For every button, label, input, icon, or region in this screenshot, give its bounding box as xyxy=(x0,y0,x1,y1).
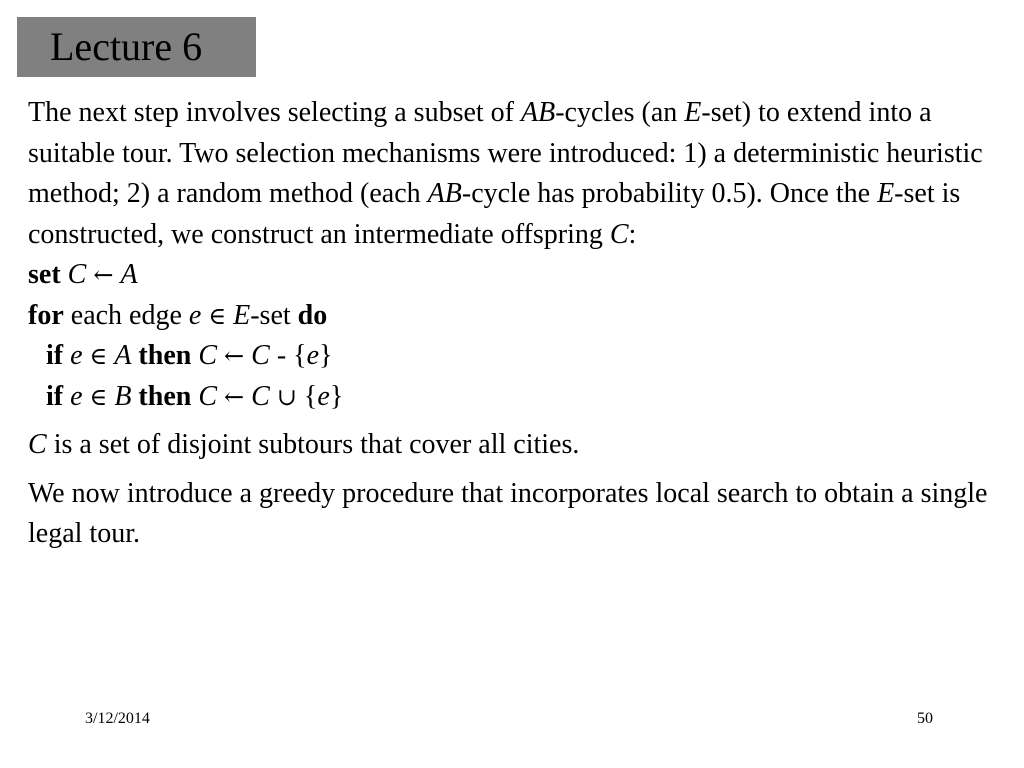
intro-math-e-2: E xyxy=(877,178,895,209)
keyword-if: if xyxy=(46,340,64,371)
slide-title: Lecture 6 xyxy=(50,24,203,69)
math-e: e xyxy=(70,380,83,412)
keyword-set: set xyxy=(28,259,61,290)
math-e: e xyxy=(317,380,330,412)
keyword-if: if xyxy=(46,380,64,412)
element-of-symbol: ∈ xyxy=(208,301,227,330)
intro-text-3: -set) to extend into a suitable tour. Two selection mechanisms were introduced: 1) a deterministic heuristic method; 2) a random method (each xyxy=(28,97,983,209)
math-a: A xyxy=(120,259,138,290)
math-c: C xyxy=(198,380,218,412)
title-box xyxy=(17,17,256,77)
greedy-paragraph: We now introduce a greedy procedure that incorporates local search to obtain a single legal tour. xyxy=(28,477,988,549)
keyword-then: then xyxy=(138,380,192,412)
intro-text-6: : xyxy=(628,218,637,250)
left-arrow-symbol: ← xyxy=(93,261,114,289)
subtours-paragraph xyxy=(28,425,1003,466)
math-e: e xyxy=(306,340,320,371)
footer-date: 3/12/2014 xyxy=(85,710,150,727)
intro-text-1: The next step involves selecting a subset of xyxy=(28,97,521,128)
math-a: A xyxy=(114,340,132,371)
intro-text-5: -set is constructed, we construct an intermediate offspring xyxy=(28,178,961,250)
intro-math-c: C xyxy=(609,218,629,250)
union-symbol: ∪ xyxy=(276,382,297,411)
left-arrow-symbol: ← xyxy=(224,342,245,370)
footer-page-number: 50 xyxy=(917,710,933,727)
for-text: each edge xyxy=(70,299,182,331)
keyword-do: do xyxy=(297,299,328,331)
math-c: C xyxy=(251,380,270,412)
slide-body xyxy=(28,93,1003,555)
subtours-text: is a set of disjoint subtours that cover all cities. xyxy=(46,429,580,460)
intro-text-2: -cycles (an xyxy=(555,97,685,128)
close-brace: } xyxy=(329,380,344,412)
algorithm-line-for xyxy=(28,296,1003,337)
keyword-then: then xyxy=(138,340,192,371)
intro-math-ab-2: AB xyxy=(427,178,462,209)
element-of-symbol: ∈ xyxy=(89,382,108,411)
algorithm-line-set xyxy=(28,255,1003,296)
intro-math-e-1: E xyxy=(684,97,702,128)
intro-math-ab-1: AB xyxy=(521,97,556,128)
math-e: e xyxy=(70,340,83,371)
math-c: C xyxy=(67,259,87,290)
keyword-for: for xyxy=(28,299,64,331)
minus-brace: - { xyxy=(276,340,307,371)
intro-paragraph xyxy=(28,93,1003,255)
math-e-set: E xyxy=(233,299,251,331)
open-brace: { xyxy=(303,380,318,412)
algorithm-line-if-a xyxy=(28,336,1003,377)
math-b: B xyxy=(114,380,132,412)
algorithm-line-if-b xyxy=(28,377,1003,418)
intro-text-4: -cycle has probability 0.5). Once the xyxy=(461,178,878,209)
math-e: e xyxy=(188,299,202,331)
left-arrow-symbol: ← xyxy=(224,382,245,411)
set-suffix: -set xyxy=(250,299,291,331)
math-c: C xyxy=(251,340,270,371)
math-c: C xyxy=(28,429,47,460)
math-c: C xyxy=(198,340,218,371)
element-of-symbol: ∈ xyxy=(89,342,108,370)
close-brace: } xyxy=(319,340,333,371)
